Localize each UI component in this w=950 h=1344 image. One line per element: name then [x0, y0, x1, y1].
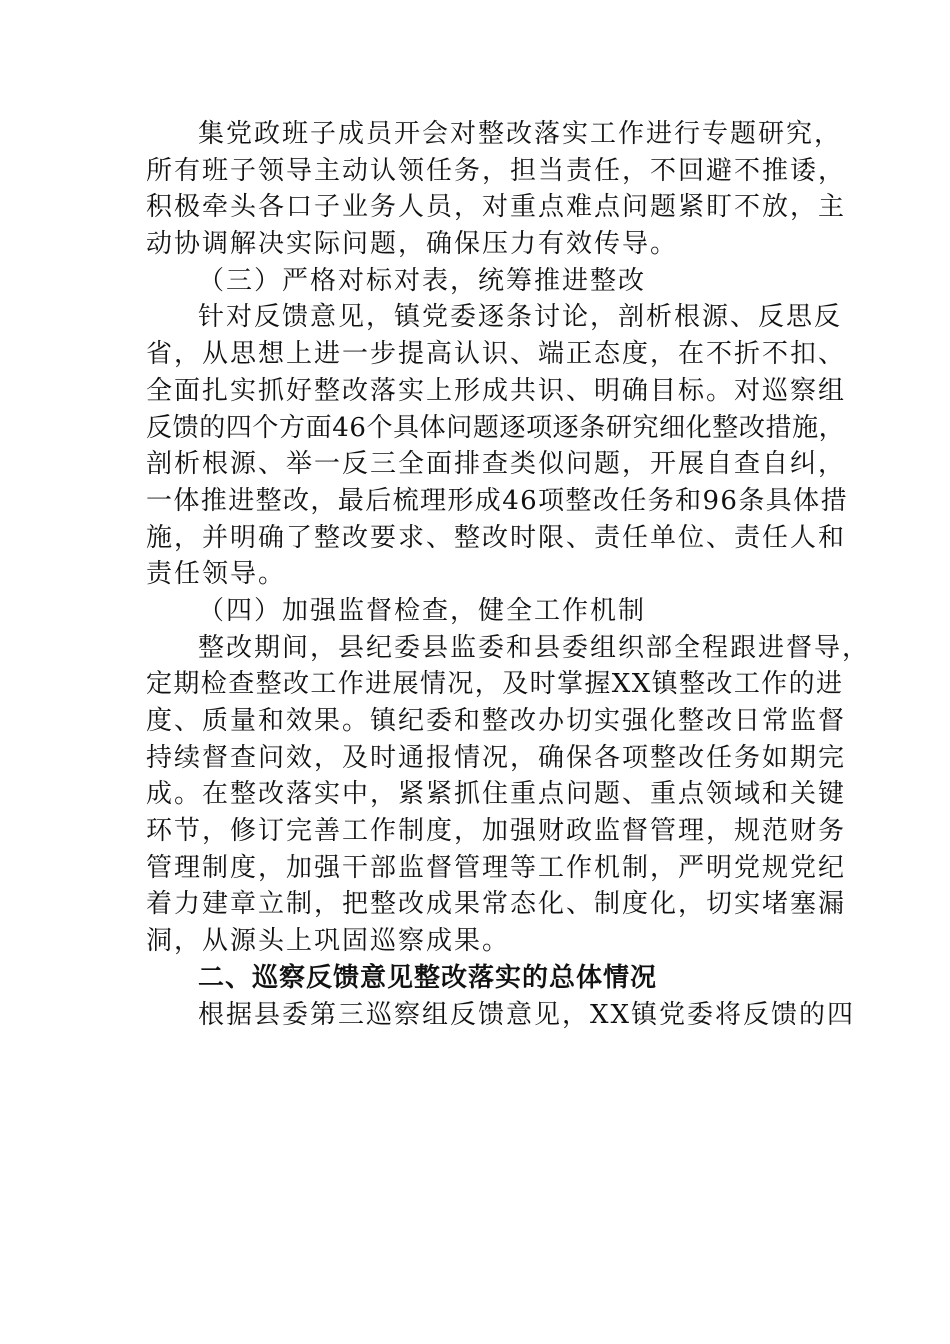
text-line: 集党政班子成员开会对整改落实工作进行专题研究， — [198, 119, 843, 149]
subsection-heading-4: （四）加强监督检查，健全工作机制 — [198, 595, 647, 626]
text-line: 着力建章立制，把整改成果常态化、制度化，切实堵塞漏 — [146, 889, 847, 920]
text-line: 持续督查问效，及时通报情况，确保各项整改任务如期完 — [146, 742, 847, 773]
text-line: 洞，从源头上巩固巡察成果。 — [146, 926, 511, 957]
text-line: 成。在整改落实中，紧紧抓住重点问题、重点领域和关键 — [146, 779, 847, 810]
text-line: 反馈的四个方面46个具体问题逐项逐条研究细化整改措施， — [146, 412, 846, 443]
text-line: 整改期间，县纪委县监委和县委组织部全程跟进督导， — [198, 632, 871, 663]
text-line: 省，从思想上进一步提高认识、端正态度，在不折不扣、 — [146, 339, 847, 370]
text-line: 一体推进整改，最后梳理形成46项整改任务和96条具体措 — [146, 485, 848, 516]
text-line: 度、质量和效果。镇纪委和整改办切实强化整改日常监督 — [146, 706, 847, 736]
text-line: 剖析根源、举一反三全面排查类似问题，开展自查自纠， — [146, 449, 847, 480]
document-body — [146, 116, 871, 1033]
text-line: 动协调解决实际问题，确保压力有效传导。 — [146, 229, 679, 260]
text-line: 所有班子领导主动认领任务，担当责任，不回避不推诿， — [146, 155, 847, 186]
text-line: 施，并明确了整改要求、整改时限、责任单位、责任人和 — [146, 522, 847, 553]
text-line: 管理制度，加强干部监督管理等工作机制，严明党规党纪 — [146, 852, 847, 883]
text-line: 根据县委第三巡察组反馈意见，XX镇党委将反馈的四 — [198, 999, 856, 1030]
paragraph-3 — [146, 630, 871, 960]
text-line: 全面扎实抓好整改落实上形成共识、明确目标。对巡察组 — [146, 375, 847, 406]
text-line: 责任领导。 — [146, 559, 287, 590]
text-line: 针对反馈意见，镇党委逐条讨论，剖析根源、反思反 — [198, 302, 843, 333]
paragraph-4 — [146, 997, 856, 1034]
paragraph-2 — [146, 299, 846, 593]
text-line: 定期检查整改工作进展情况，及时掌握XX镇整改工作的进 — [146, 669, 844, 700]
text-line: 积极牵头各口子业务人员，对重点难点问题紧盯不放，主 — [146, 192, 847, 223]
subsection-heading-3: （三）严格对标对表，统筹推进整改 — [198, 265, 647, 296]
text-line: 环节，修订完善工作制度，加强财政监督管理，规范财务 — [146, 816, 847, 847]
section-heading-2: 二、巡察反馈意见整改落实的总体情况 — [198, 962, 658, 993]
paragraph-1 — [146, 116, 846, 263]
